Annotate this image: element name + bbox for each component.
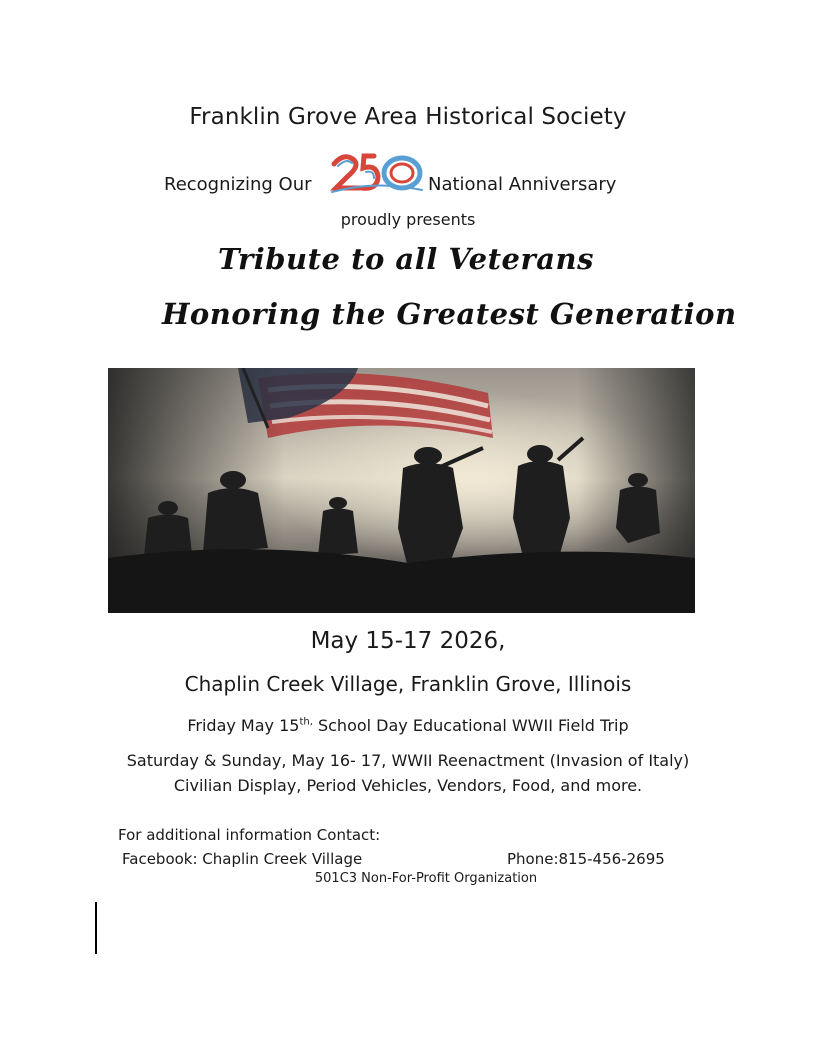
organization-name: Franklin Grove Area Historical Society [189,104,627,130]
soldiers-flag-illustration [108,368,695,613]
friday-ordinal: th, [299,716,313,728]
weekend-schedule: Saturday & Sunday, May 16- 17, WWII Reenactment (Invasion of Italy) [126,751,690,770]
event-dates: May 15-17 2026, [310,628,506,654]
event-location: Chaplin Creek Village, Franklin Grove, Illinois [184,672,632,696]
title-honoring: Honoring the Greatest Generation [162,297,737,331]
anniversary-left-text: Recognizing Our [164,174,312,195]
contact-facebook: Facebook: Chaplin Creek Village [122,850,363,868]
hero-image [108,368,695,613]
nonprofit-text: 501C3 Non-For-Profit Organization [314,871,538,886]
contact-phone: Phone:815-456-2695 [507,850,665,868]
title-tribute: Tribute to all Veterans [218,242,594,276]
event-extras: Civilian Display, Period Vehicles, Vendors, Food, and more. [173,776,643,795]
america-250-logo [330,150,425,198]
anniversary-line [0,150,816,202]
nonprofit-line [0,871,816,886]
proudly-presents-text: proudly presents [340,210,476,229]
anniversary-logo-text: 250 [377,196,379,197]
friday-prefix: Friday May 15 [187,716,300,735]
contact-heading: For additional information Contact: [118,826,381,844]
friday-schedule [0,716,816,735]
anniversary-right-text: National Anniversary [428,174,617,195]
friday-description: School Day Educational WWII Field Trip [312,716,629,735]
margin-mark [95,902,97,954]
